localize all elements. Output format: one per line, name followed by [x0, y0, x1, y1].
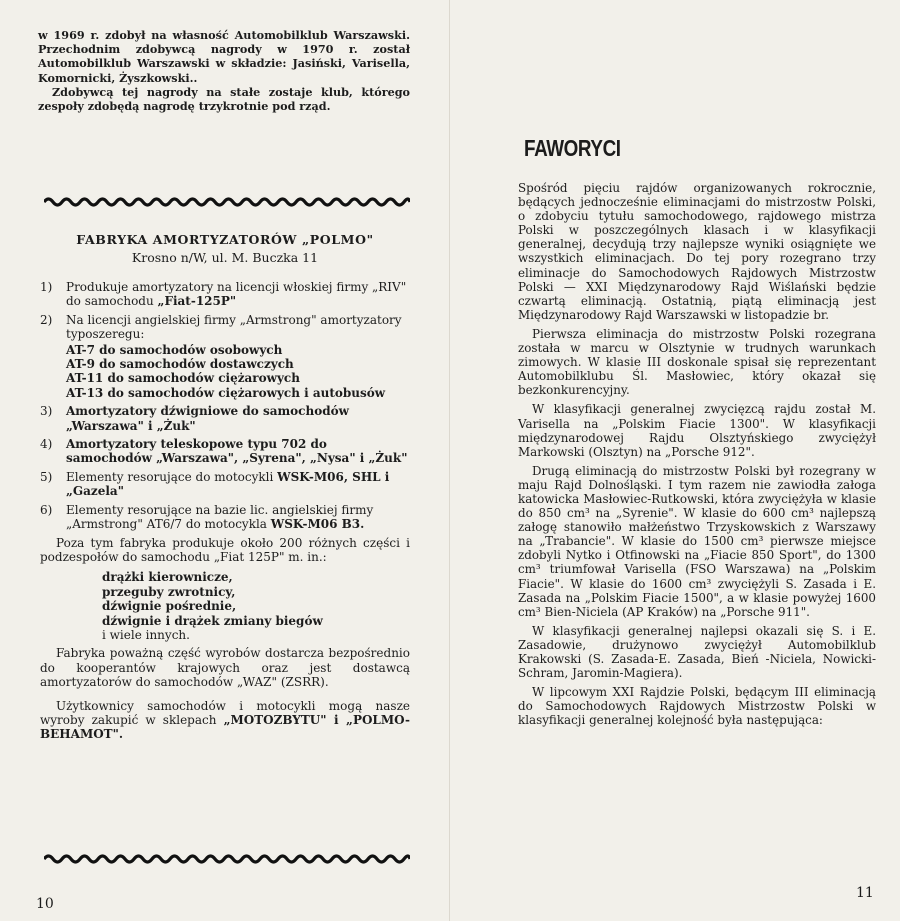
item-bold-text: WSK-M06 B3.: [270, 517, 365, 532]
section-heading: FAWORYCI: [524, 135, 621, 161]
page-number: 11: [856, 885, 874, 901]
decorative-wave-divider: [44, 195, 410, 209]
product-item: [40, 404, 410, 433]
item-number: 3): [40, 404, 53, 419]
item-number: 2): [40, 312, 53, 327]
model-entry: AT-11 do samochodów ciężarowych: [66, 371, 300, 386]
supply-paragraph: Fabryka poważną część wyrobów dostarcza bezpośrednio do kooperantów krajowych oraz jest dostawcą amortyzatorów do samochodów „WAZ" (ZSRR).: [40, 646, 410, 690]
item-text: Amortyzatory teleskopowe typu 702 do samochodów „Warszawa", „Syrena", „Nysa" i „Żuk": [66, 437, 408, 466]
product-item: [40, 470, 410, 499]
article-paragraph: W lipcowym XXI Rajdzie Polski, będącym III eliminacją do Samochodowych Rajdowych Mistrzostw Polski w klasyfikacji generalnej kolejność była następująca:: [518, 685, 876, 728]
intro-paragraph: Zdobywcą tej nagrody na stałe zostaje klub, którego zespoły zdobędą nagrodę trzykrotnie pod rząd.: [38, 84, 410, 114]
parts-list: [102, 570, 410, 642]
model-entry: AT-9 do samochodów dostawczych: [66, 357, 294, 372]
decorative-wave-divider: [44, 852, 410, 866]
page-number: 10: [36, 896, 54, 912]
intro-text: [38, 28, 410, 113]
article-paragraph: W klasyfikacji generalnej zwycięzcą rajdu został M. Varisella na „Polskim Fiacie 1300". W klasyfikacji międzynarodowej Rajdu Olsztyńskiego zwyciężył Markowski (Olsztyn) na „Porsche 912".: [518, 402, 876, 459]
item-bold-text: WSK-M06, SHL i „Gazela": [66, 469, 390, 499]
item-number: 5): [40, 469, 53, 484]
product-item: [40, 313, 410, 400]
shop-names: „MOTOZBYTU" i „POLMO-BEHAMOT".: [40, 712, 411, 742]
item-number: 1): [40, 280, 53, 294]
parts-intro: Poza tym fabryka produkuje około 200 różnych części i podzespołów do samochodu „Fiat 125P" m. in.:: [40, 535, 410, 564]
product-item: [40, 503, 410, 532]
product-item: [40, 437, 410, 466]
item-bold-text: „Fiat-125P": [157, 294, 237, 309]
part-entry: i wiele innych.: [102, 627, 190, 642]
item-text: Elementy resorujące na bazie lic. angielskiej firmy „Armstrong" AT6/7 do motocykla: [66, 502, 374, 532]
item-text: Na licencji angielskiej firmy „Armstrong" amortyzatory typoszeregu:: [66, 312, 402, 342]
model-list: [66, 343, 410, 401]
users-paragraph: [40, 699, 410, 742]
part-entry: dźwignie i drążek zmiany biegów: [102, 613, 323, 628]
item-number: 6): [40, 502, 53, 517]
factory-address: Krosno n/W, ul. M. Buczka 11: [131, 250, 319, 265]
article-paragraph: W klasyfikacji generalnej najlepsi okazali się S. i E. Zasadowie, drużynowo zwyciężył Automobilklub Krakowski (S. Zasada-E. Zasada, Bień -Niciela, Nowicki-Schram, Jaromin-Magiera).: [518, 623, 876, 681]
factory-title: FABRYKA AMORTYZATORÓW „POLMO": [76, 232, 374, 247]
part-entry: dźwignie pośrednie,: [102, 599, 237, 614]
item-text: Elementy resorujące do motocykli: [66, 469, 278, 484]
article-paragraph: Drugą eliminacją do mistrzostw Polski był rozegrany w maju Rajd Dolnośląski. I tym razem nie zawiodła załoga katowicka Masłowiec-Rutkowski, która zwyciężyła w klasie do 850 cm³ na „Syrenie". W klasie do 600 cm³ najlepszą załogę stanowiło małżeństwo Trzyskowskich z Warszawy na „Trabancie". W klasie do 1500 cm³ pierwsze miejsce zdobyli Nytko i Otfinowski na „Fiacie 850 Sport", do 1300 cm³ triumfował Varisella (FSO Warszawa) na „Polskim Fiacie". W klasie do 1600 cm³ zwyciężyli S. Zasada i E. Zasada na „Polskim Fiacie 1500", a w klasie powyżej 1600 cm³ Bien-Niciela (AP Kraków) na „Porsche 911".: [518, 463, 876, 619]
item-number: 4): [40, 437, 53, 452]
part-entry: drążki kierownicze,: [102, 570, 233, 585]
model-entry: AT-13 do samochodów ciężarowych i autobusów: [66, 385, 386, 400]
model-entry: AT-7 do samochodów osobowych: [66, 342, 283, 357]
users-text: Użytkownicy samochodów i motocykli mogą nasze wyroby zakupić w sklepach: [40, 698, 410, 727]
article-paragraph: Pierwsza eliminacja do mistrzostw Polski rozegrana została w marcu w Olsztynie w trudnych warunkach zimowych. W klasie III doskonale spisał się reprezentant Automobilklubu Śl. Masłowiec, który okazał się bezkonkurencyjny.: [518, 326, 876, 398]
intro-paragraph: w 1969 r. zdobył na własność Automobilklub Warszawski. Przechodnim zdobywcą nagrody w 1970 r. został Automobilklub Warszawski w składzie: Jasiński, Varisella, Komornicki, Żyszkowski..: [38, 28, 410, 85]
product-item: [40, 280, 410, 309]
article-body: [518, 181, 876, 732]
item-text: Produkuje amortyzatory na licencji włoskiej firmy „RIV" do samochodu: [66, 280, 407, 309]
product-list: [40, 280, 410, 742]
part-entry: przeguby zwrotnicy,: [102, 584, 236, 599]
article-paragraph: Spośród pięciu rajdów organizowanych rokrocznie, będących jednocześnie eliminacjami do mistrzostw Polski, o zdobyciu tytułu samochodowego, rajdowego mistrza Polski w poszczególnych klasach i w klasyfikacji generalnej, decydują trzy najlepsze wyniki osiągnięte we wszystkich eliminacjach. Do tej pory rozegrano trzy eliminacje do Samochodowych Rajdowych Mistrzostw Polski — XXI Międzynarodowy Rajd Wiślański będzie czwartą eliminacją. Ostatnią, piątą eliminacją jest Międzynarodowy Rajd Warszawski w listopadzie br.: [518, 181, 876, 322]
item-text: Amortyzatory dźwigniowe do samochodów „Warszawa" i „Żuk": [66, 404, 349, 433]
